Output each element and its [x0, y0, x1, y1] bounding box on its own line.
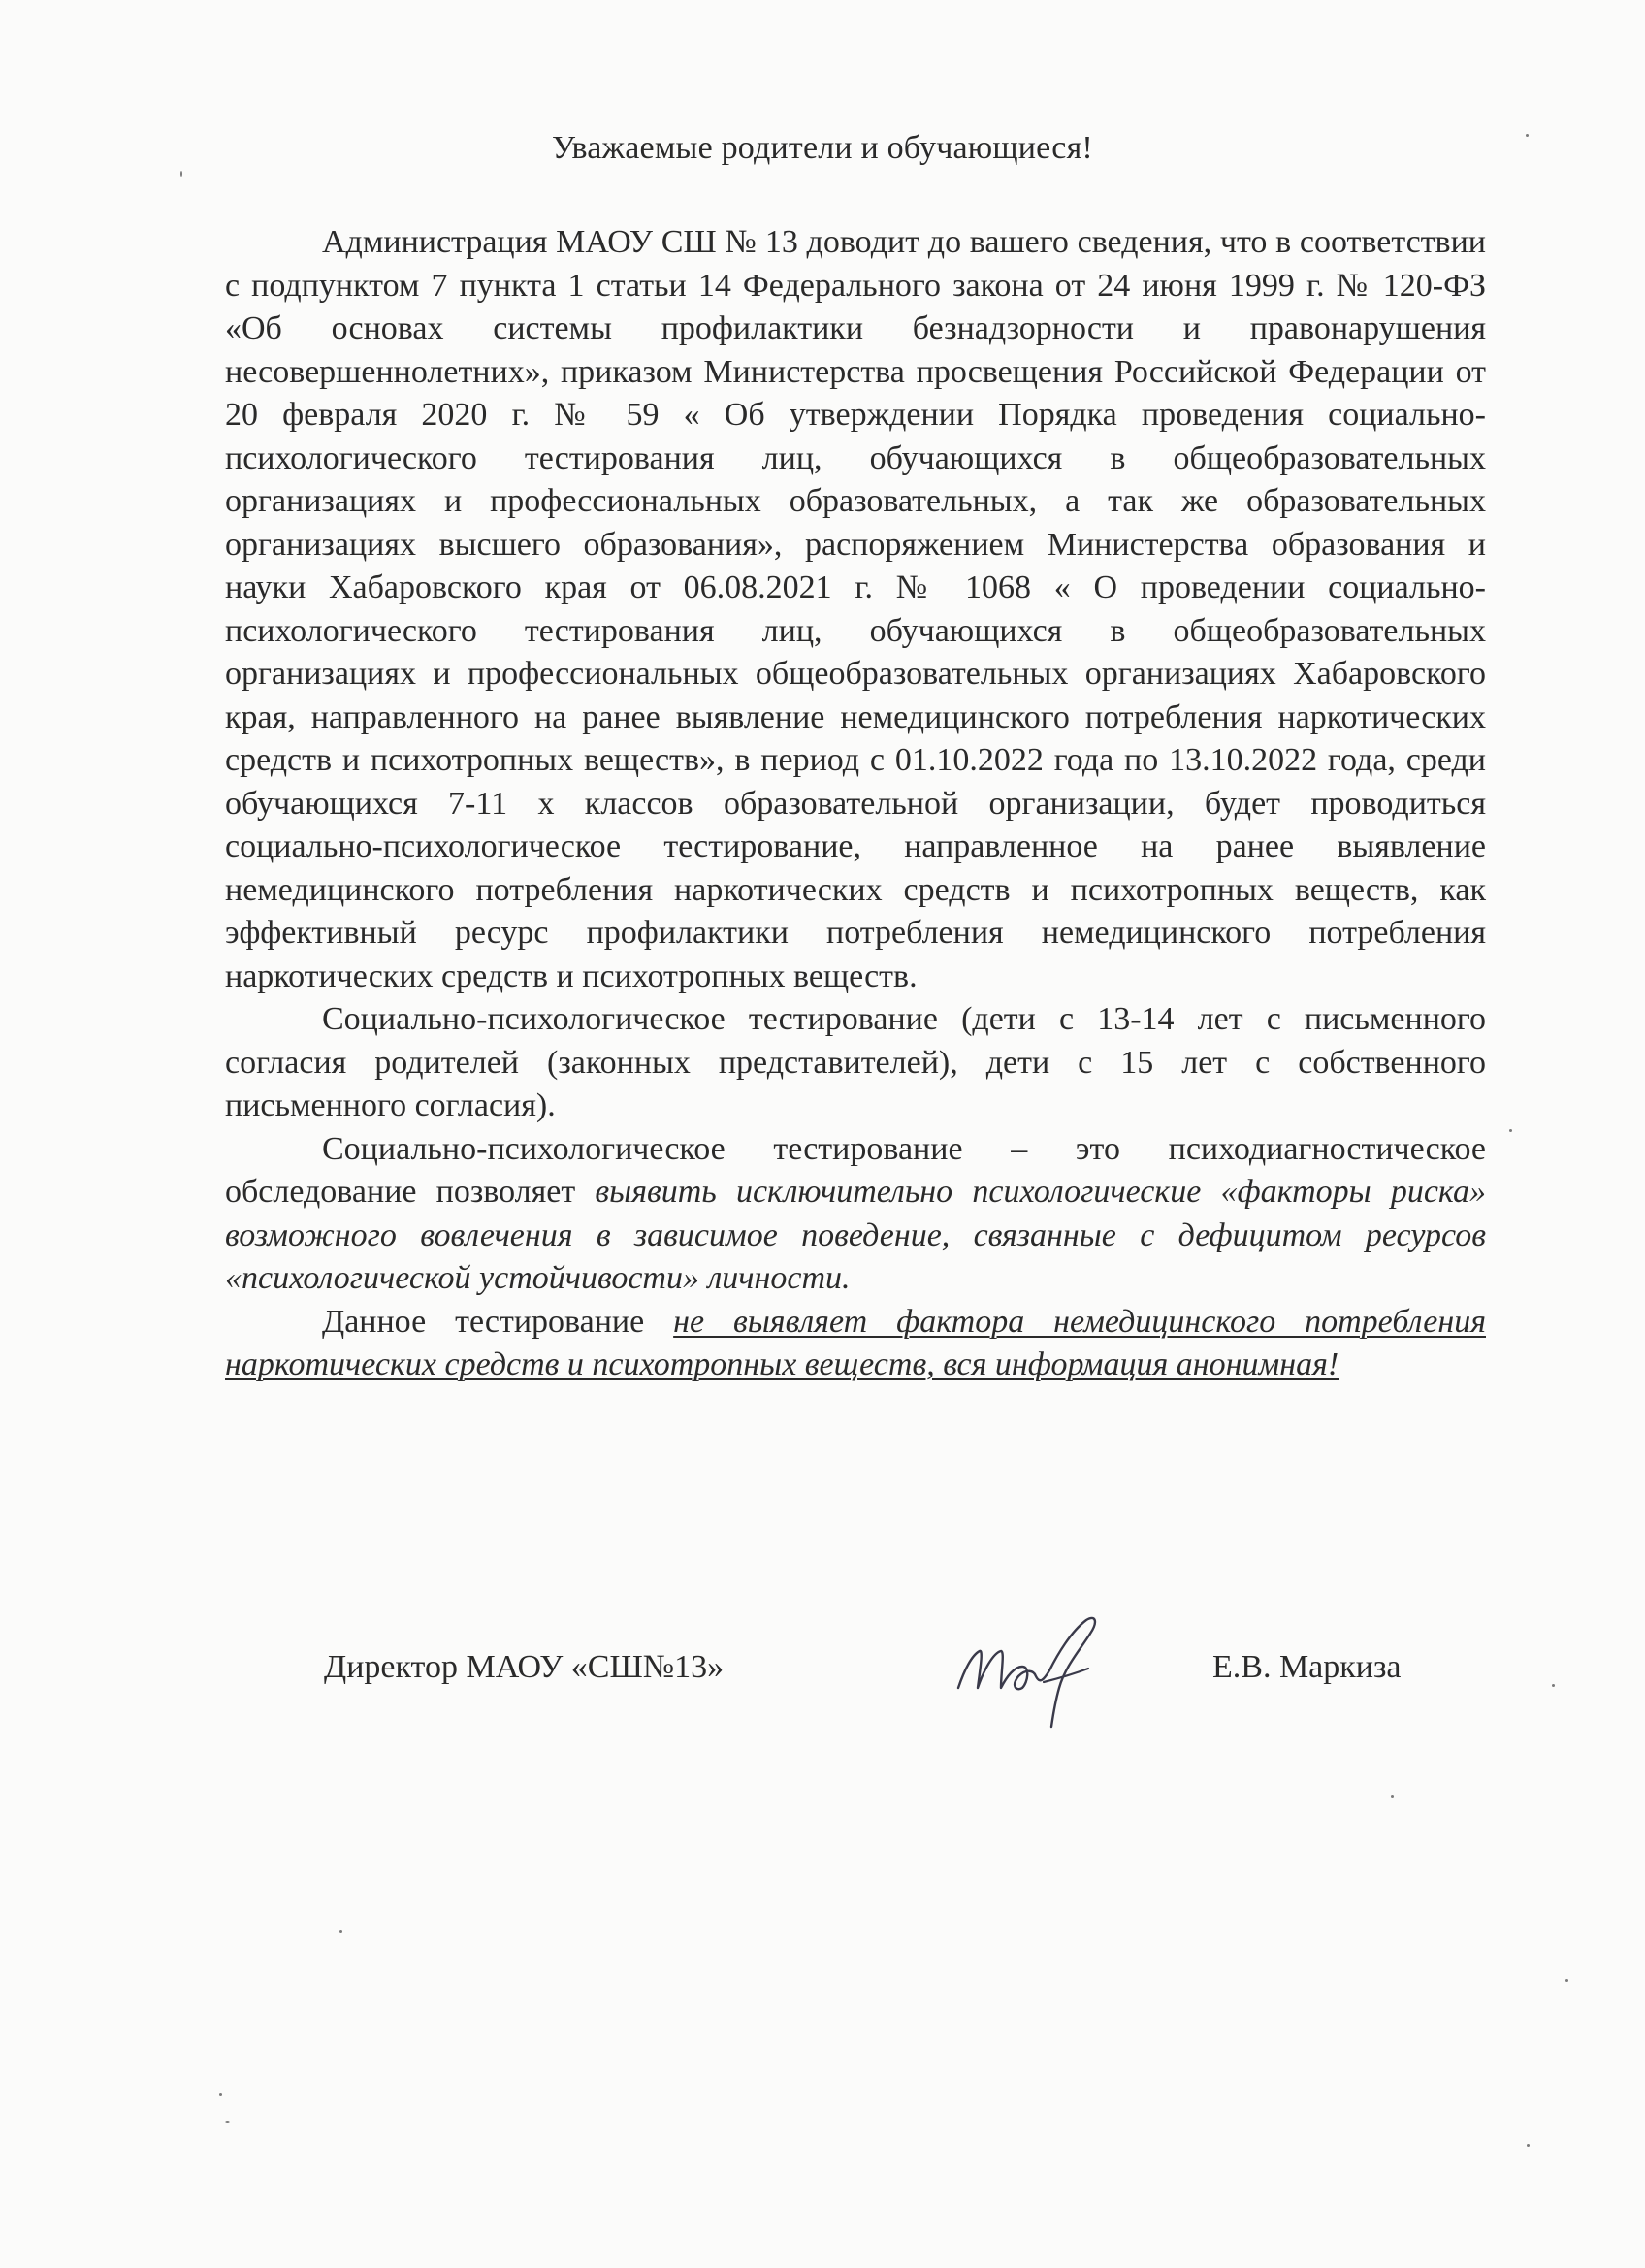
scan-speck: [1509, 1129, 1512, 1132]
scan-speck: [180, 171, 182, 177]
paragraph-anonymity-plain: Данное тестирование: [322, 1303, 674, 1340]
scan-speck: [219, 2093, 222, 2096]
document-heading: Уважаемые родители и обучающиеся!: [552, 130, 1093, 166]
paragraph-anonymity: [225, 1301, 1486, 1387]
paragraph-definition-italic: выявить исключительно психологические «факторы риска» возможного вовлечения в зависимое поведение, связанные с дефицитом ресурсов «психологической устойчивости» личности.: [225, 1174, 1486, 1296]
scan-speck: [1552, 1684, 1555, 1687]
director-title: Директор МАОУ «СШ№13»: [324, 1649, 725, 1685]
paragraph-definition: [225, 1128, 1486, 1301]
paragraph-legal-basis: Администрация МАОУ СШ № 13 доводит до вашего сведения, что в соответствии с подпунктом 7 пункта 1 статьи 14 Федерального закона от 24 июня 1999 г. № 120-ФЗ «Об основах системы профилактики безнадзорности и правонарушения несовершеннолетних», приказом Министерства просвещения Российской Федерации от 20 февраля 2020 г. № 59 « Об утверждении Порядка проведения социально-психологического тестирования лиц, обучающихся в общеобразовательных организациях и профессиональных образовательных, а так же образовательных организациях высшего образования», распоряжением Министерства образования и науки Хабаровского края от 06.08.2021 г. № 1068 « О проведении социально-психологического тестирования лиц, обучающихся в общеобразовательных организациях и профессиональных общеобразовательных организациях Хабаровского края, направленного на ранее выявление немедицинского потребления наркотических средств и психотропных веществ», в период с 01.10.2022 года по 13.10.2022 года, среди обучающихся 7-11 х классов образовательной организации, будет проводиться социально-психологическое тестирование, направленное на ранее выявление немедицинского потребления наркотических средств и психотропных веществ, как эффективный ресурс профилактики потребления немедицинского потребления наркотических средств и психотропных веществ.: [225, 224, 1486, 994]
signature-block: [0, 1649, 1645, 1736]
scan-speck: [1565, 1979, 1568, 1982]
director-name: Е.В. Маркиза: [1212, 1649, 1402, 1685]
scan-speck: [1526, 134, 1529, 137]
scan-speck: [1391, 1795, 1394, 1798]
scan-speck: [1527, 2144, 1530, 2147]
paragraph-consent: Социально-психологическое тестирование (дети с 13-14 лет с письменного согласия родителей (законных представителей), дети с 15 лет с собственного письменного согласия).: [225, 1001, 1486, 1123]
scan-speck: [225, 2121, 230, 2123]
document-body: [225, 221, 1486, 1387]
scan-speck: [339, 1930, 342, 1933]
paragraph-definition-plain: Социально-психологическое тестирование – это психодиагностическое обследование позволяет: [225, 1130, 1486, 1210]
handwritten-signature: [951, 1612, 1115, 1729]
paragraph-anonymity-underlined: не выявляет фактора немедицинского потребления наркотических средств и психотропных веществ, вся информация анонимная!: [225, 1303, 1486, 1382]
